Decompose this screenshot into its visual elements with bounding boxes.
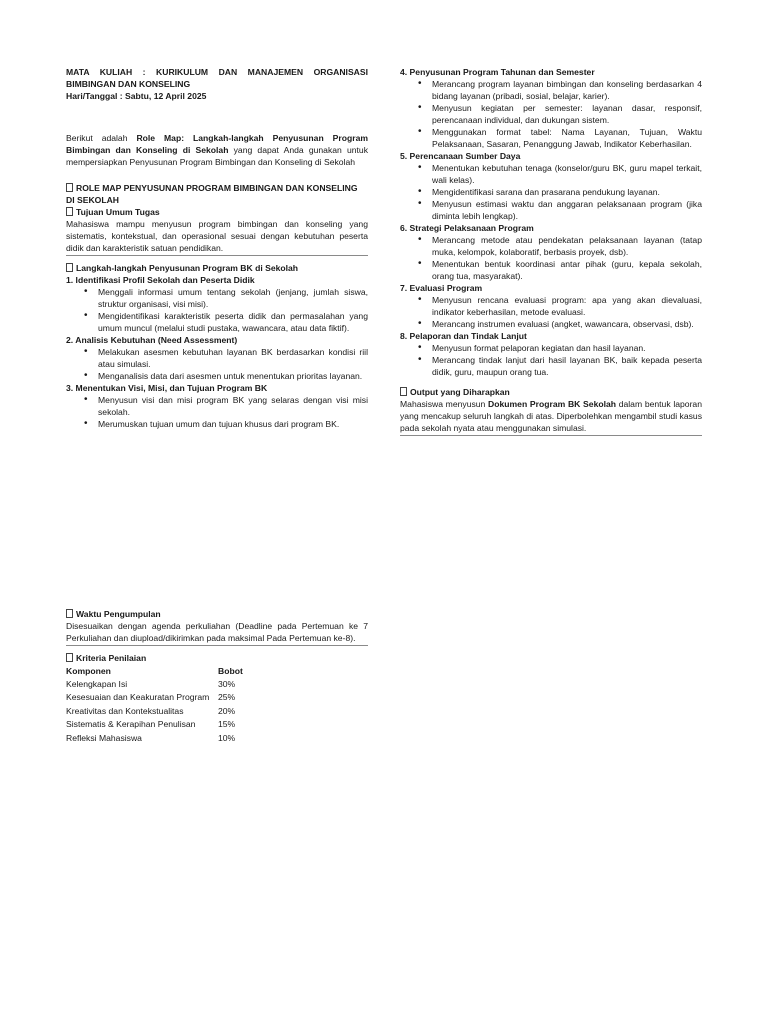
intro-paragraph: Berikut adalah Role Map: Langkah-langkah Penyusunan Program Bimbingan dan Konseling di Sekolah yang dapat Anda gunakan untuk mempersiapkan Penyusunan Program Bimbingan dan Konseling di Sekolah (66, 133, 368, 167)
step-bullets (400, 162, 702, 222)
list-item: • Menentukan bentuk koordinasi antar pihak (guru, kepala sekolah, orang tua, masyarakat). (432, 258, 702, 282)
output-text: Mahasiswa menyusun Dokumen Program BK Sekolah dalam bentuk laporan yang mencakup seluruh langkah di atas. Diperbolehkan mengambil studi kasus pada sekolah nyata atau menggunakan simulasi. (400, 399, 702, 433)
missing-glyph-icon (66, 263, 73, 272)
missing-glyph-icon (400, 387, 407, 396)
table-row (66, 705, 243, 719)
table-cell: Refleksi Mahasiswa (66, 732, 142, 743)
step-title: 6. Strategi Pelaksanaan Program (400, 223, 534, 233)
step-bullets (400, 294, 702, 330)
step-title: 8. Pelaporan dan Tindak Lanjut (400, 331, 527, 341)
table-row (66, 718, 243, 732)
list-item: • Menentukan kebutuhan tenaga (konselor/guru BK, guru mapel terkait, wali kelas). (432, 162, 702, 186)
list-item: • Menggunakan format tabel: Nama Layanan, Tujuan, Waktu Pelaksanaan, Sasaran, Penanggung Jawab, Indikator Keberhasilan. (432, 126, 702, 150)
list-item: • Menyusun estimasi waktu dan anggaran pelaksanaan program (jika diminta lebih lengkap). (432, 198, 702, 222)
right-column (400, 66, 702, 442)
table-cell: 30% (218, 678, 236, 689)
step-bullets (400, 78, 702, 150)
steps-heading: Langkah-langkah Penyusunan Program BK di Sekolah (66, 262, 368, 274)
step-bullets (66, 394, 368, 430)
table-cell: 15% (218, 719, 236, 730)
table-cell: Kesesuaian dan Keakuratan Program (66, 692, 210, 703)
table-cell: Kelengkapan Isi (66, 678, 128, 689)
divider (66, 255, 368, 256)
list-item: • Merumuskan tujuan umum dan tujuan khusus dari program BK. (98, 418, 368, 430)
step-title: 3. Menentukan Visi, Misi, dan Tujuan Program BK (66, 383, 268, 393)
table-row (66, 678, 243, 692)
role-map-title: ROLE MAP PENYUSUNAN PROGRAM BIMBINGAN DAN KONSELING DI SEKOLAH (66, 183, 358, 205)
date-line: Hari/Tanggal : Sabtu, 12 April 2025 (66, 91, 207, 101)
table-cell: 10% (218, 732, 236, 743)
list-item: • Menyusun visi dan misi program BK yang selaras dengan visi misi sekolah. (98, 394, 368, 418)
divider (66, 645, 368, 646)
table-row (66, 732, 243, 746)
step-bullets (400, 234, 702, 282)
list-item: • Menggali informasi umum tentang sekolah (jenjang, jumlah siswa, struktur organisasi, visi misi). (98, 286, 368, 310)
course-title: MATA KULIAH : KURIKULUM DAN MANAJEMEN ORGANISASI BIMBINGAN DAN KONSELING (66, 67, 368, 89)
left-column (66, 66, 368, 430)
table-header-row (66, 664, 243, 678)
list-item: • Merancang program layanan bimbingan dan konseling berdasarkan 4 bidang layanan (pribadi, sosial, belajar, karier). (432, 78, 702, 102)
column-header: Bobot (218, 665, 243, 676)
output-heading: Output yang Diharapkan (400, 386, 702, 398)
deadline-heading: Waktu Pengumpulan (66, 608, 368, 620)
steps-right-list (400, 66, 702, 378)
divider (400, 435, 702, 436)
column-header: Komponen (66, 665, 111, 676)
missing-glyph-icon (66, 653, 73, 662)
list-item: • Menganalisis data dari asesmen untuk menentukan prioritas layanan. (98, 370, 368, 382)
missing-glyph-icon (66, 609, 73, 618)
list-item: • Mengidentifikasi karakteristik peserta didik dan permasalahan yang umum muncul (melalui studi pustaka, wawancara, atau data fiktif). (98, 310, 368, 334)
list-item: • Merancang metode atau pendekatan pelaksanaan layanan (tatap muka, kelompok, kolaboratif, berbasis proyek, dsb). (432, 234, 702, 258)
list-item: • Menyusun rencana evaluasi program: apa yang akan dievaluasi, indikator keberhasilan, metode evaluasi. (432, 294, 702, 318)
step-title: 1. Identifikasi Profil Sekolah dan Peserta Didik (66, 275, 255, 285)
table-cell: Kreativitas dan Kontekstualitas (66, 705, 184, 716)
table-row (66, 691, 243, 705)
step-bullets (66, 346, 368, 382)
step-title: 7. Evaluasi Program (400, 283, 483, 293)
list-item: • Menyusun kegiatan per semester: layanan dasar, responsif, perencanaan individual, dan dukungan sistem. (432, 102, 702, 126)
criteria-table (66, 664, 243, 746)
goal-heading: Tujuan Umum Tugas (66, 206, 368, 218)
missing-glyph-icon (66, 207, 73, 216)
table-cell: 25% (218, 692, 236, 703)
table-cell: Sistematis & Kerapihan Penulisan (66, 719, 196, 730)
list-item: • Merancang instrumen evaluasi (angket, wawancara, observasi, dsb). (432, 318, 702, 330)
missing-glyph-icon (66, 183, 73, 192)
output-emphasis: Dokumen Program BK Sekolah (488, 399, 617, 409)
intro-emphasis: Role Map: Langkah-langkah Penyusunan Program Bimbingan dan Konseling di Sekolah (66, 133, 368, 155)
deadline-text: Disesuaikan dengan agenda perkuliahan (Deadline pada Pertemuan ke 7 Perkuliahan dan diupload/dikirimkan pada maksimal Pada Pertemuan ke-8). (66, 621, 368, 643)
list-item: • Mengidentifikasi sarana dan prasarana pendukung layanan. (432, 186, 702, 198)
step-title: 4. Penyusunan Program Tahunan dan Semester (400, 67, 595, 77)
step-title: 5. Perencanaan Sumber Daya (400, 151, 521, 161)
goal-text: Mahasiswa mampu menyusun program bimbingan dan konseling yang sistematis, kontekstual, dan operasional sesuai dengan kebutuhan peserta didik dan karakteristik satuan pendidikan. (66, 219, 368, 253)
criteria-heading: Kriteria Penilaian (66, 652, 368, 664)
table-cell: 20% (218, 705, 236, 716)
step-bullets (400, 342, 702, 378)
list-item: • Menyusun format pelaporan kegiatan dan hasil layanan. (432, 342, 702, 354)
steps-left-list (66, 274, 368, 430)
bottom-left-section (66, 608, 368, 746)
step-bullets (66, 286, 368, 334)
step-title: 2. Analisis Kebutuhan (Need Assessment) (66, 335, 238, 345)
list-item: • Melakukan asesmen kebutuhan layanan BK berdasarkan kondisi riil atau simulasi. (98, 346, 368, 370)
list-item: • Merancang tindak lanjut dari hasil layanan BK, baik kepada peserta didik, guru, maupun orang tua. (432, 354, 702, 378)
